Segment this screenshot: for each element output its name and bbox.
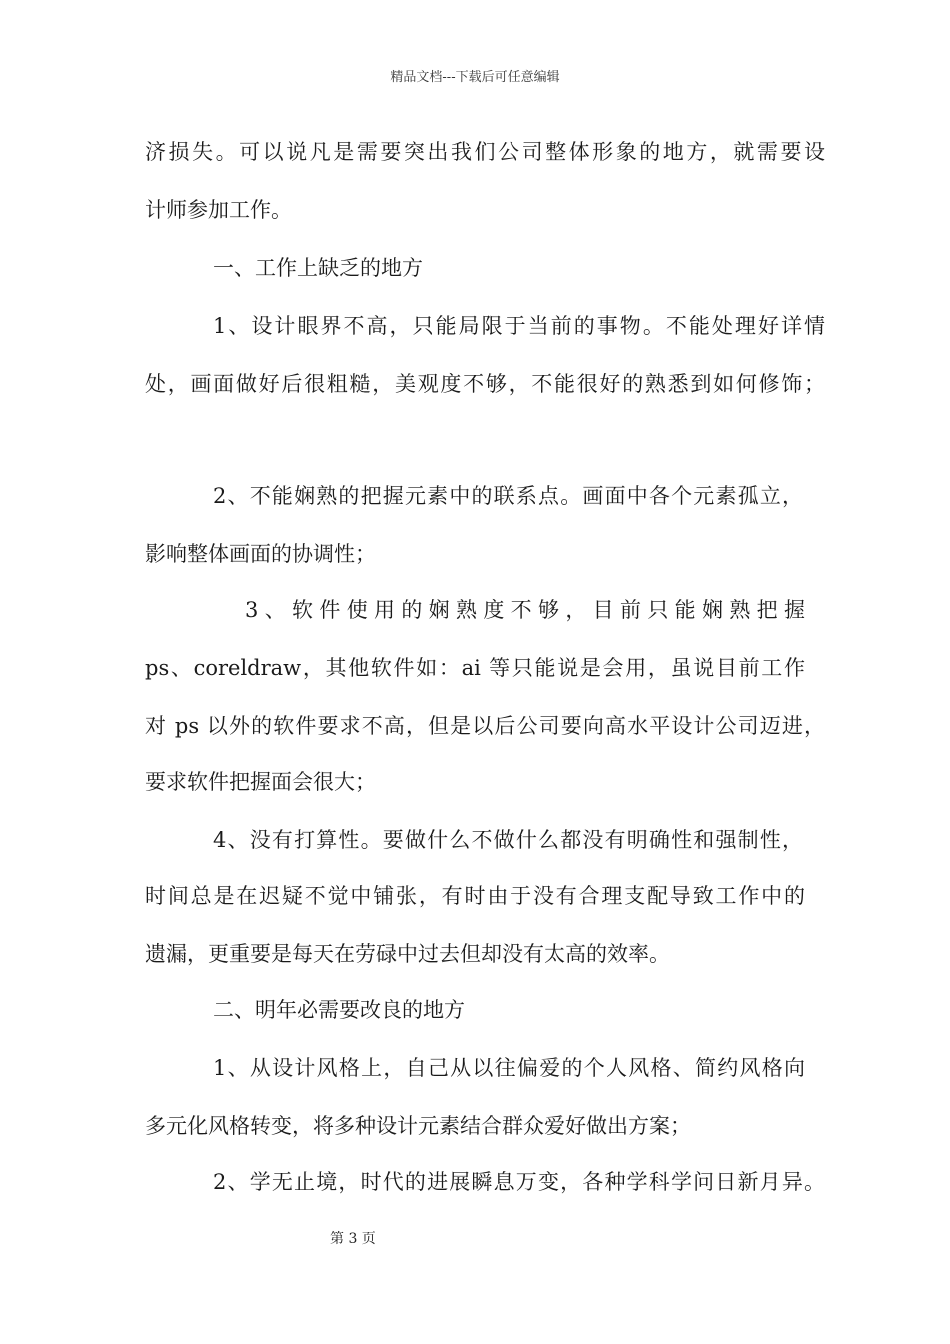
paragraph-line: 3、软件使用的娴熟度不够，目前只能娴熟把握 [245, 598, 805, 622]
paragraph-line: 2、不能娴熟的把握元素中的联系点。画面中各个元素孤立， [213, 484, 803, 508]
paragraph-line: 影响整体画面的协调性； [145, 542, 376, 566]
paragraph-line: 对 ps 以外的软件要求不高，但是以后公司要向高水平设计公司迈进， [145, 714, 825, 738]
paragraph-line: 1、设计眼界不高，只能局限于当前的事物。不能处理好详情 [213, 314, 825, 338]
document-header: 精品文档---下载后可任意编辑 [390, 70, 560, 85]
page-number: 第 3 页 [330, 1231, 376, 1247]
paragraph-line: 计师参加工作。 [145, 198, 292, 222]
section-heading: 一、工作上缺乏的地方 [213, 256, 423, 280]
paragraph-line: 济损失。可以说凡是需要突出我们公司整体形象的地方，就需要设 [145, 140, 825, 164]
paragraph-line: 多元化风格转变，将多种设计元素结合群众爱好做出方案； [145, 1114, 691, 1138]
paragraph-line: 遗漏，更重要是每天在劳碌中过去但却没有太高的效率。 [145, 942, 670, 966]
paragraph-line: 1、从设计风格上，自己从以往偏爱的个人风格、简约风格向 [213, 1056, 805, 1080]
paragraph-line: 2、学无止境，时代的进展瞬息万变，各种学科学问日新月异。 [213, 1170, 825, 1194]
paragraph-line: 要求软件把握面会很大； [145, 770, 376, 794]
paragraph-line: 4、没有打算性。要做什么不做什么都没有明确性和强制性， [213, 828, 803, 852]
paragraph-line: 时间总是在迟疑不觉中铺张，有时由于没有合理支配导致工作中的 [145, 884, 805, 908]
paragraph-line: 处，画面做好后很粗糙，美观度不够，不能很好的熟悉到如何修饰； [145, 372, 825, 396]
section-heading: 二、明年必需要改良的地方 [213, 998, 465, 1022]
paragraph-line: ps、coreldraw，其他软件如：ai 等只能说是会用，虽说目前工作 [145, 656, 805, 680]
